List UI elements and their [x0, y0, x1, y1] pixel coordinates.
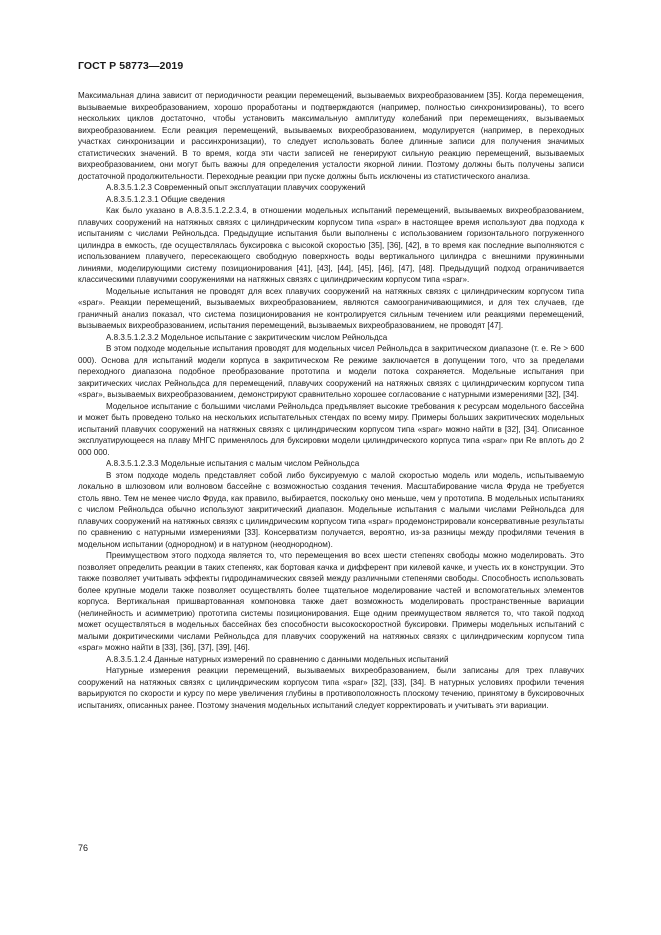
body-text	[78, 90, 584, 711]
section-heading: А.8.3.5.1.2.3 Современный опыт эксплуатации плавучих сооружений	[106, 183, 366, 192]
section-heading: А.8.3.5.1.2.4 Данные натурных измерений по сравнению с данными модельных испытаний	[106, 654, 449, 664]
paragraph: Модельное испытание с большими числами Рейнольдса предъявляет высокие требования к ресурсам модельного бассейна и может быть проведено только на нескольких испытательных стендах по всему миру. Примеры больших закритических модельных испытаний плавучих сооружений на натяжных связях с цилиндрическим корпусом типа «spar» можно найти в [32], [34]. Описанное эксплуатирующееся на плаву МНГС применялось для буксировки модели цилиндрического корпуса типа «spar» при Re вплоть до 2 000 000.	[78, 401, 584, 457]
section-heading: А.8.3.5.1.2.3.2 Модельное испытание с закритическим числом Рейнольдса	[106, 332, 388, 342]
paragraph: Модельные испытания не проводят для всех плавучих сооружений на натяжных связях с цилиндрическим корпусом типа «spar». Реакции перемещений, вызываемых вихреобразованием, являются самоограничивающимися, и для тех случаев, где граничный анализ показал, что система позиционирования не контролируется сильным течением или реакциями перемещений, вызываемых вихреобразованием, испытания перемещений, вызываемых вихреобразованием, не проводят [47].	[78, 286, 584, 330]
standard-header: ГОСТ Р 58773—2019	[78, 60, 184, 72]
paragraph: Преимуществом этого подхода является то, что перемещения во всех шести степенях свободы можно моделировать. Это позволяет определить реакции в таких степенях, как бортовая качка и дифферент при килевой качке, и учесть их в конструкции. Это также позволяет учитывать эффекты гидродинамических связей между различными степенями свободы. Способность использовать более крупные модели также позволяет осуществлять более тщательное моделирование частей и вспомогательных элементов корпуса. Вертикальная пришвартованная компоновка также дает возможность моделировать пространственные вариации (нелинейность и асимметрию) прототипа системы позиционирования. Еще одним преимуществом является то, что такой подход может осуществляться в модельных бассейнах без способности высокоскоростной буксировки. Примеры модельных испытаний с малыми докритическими числами Рейнольдса для плавучих сооружений на натяжных связях с цилиндрическим корпусом типа «spar» можно найти в [33], [36], [37], [39], [46].	[78, 551, 584, 652]
paragraph: В этом подходе модельные испытания проводят для модельных чисел Рейнольдса в закритическом диапазоне (т. е. Re > 600 000). Основа для испытаний модели корпуса в закритическом Re режиме заключается в допущении того, что за пределами переходного диапазона подобное преобразование прототипа и модели потока сохраняется. Модельные испытания при закритических числах Рейнольдса для перемещений, плавучих сооружений на натяжных связях с цилиндрическим корпусом типа «spar», вызываемых вихреобразованием, демонстрируют сравнительно хорошее согласование с натурными измерениями [32], [34].	[78, 344, 584, 399]
section-heading: А.8.3.5.1.2.3.1 Общие сведения	[106, 194, 225, 204]
paragraph: В этом подходе модель представляет собой либо буксируемую с малой скоростью модель или модель, испытываемую локально в шлюзовом или волновом бассейне с возможностью создания течения. Масштабирование числа Фруда не требуется столь явно. Тем не менее число Фруда, как правило, выбирается, поскольку оно меньше, чем у прототипа. В модельных испытаниях с числом Рейнольдса обычно используют закритический диапазон. Модельные испытания с малыми числами Рейнольдса для плавучих сооружений на натяжных связях с цилиндрическим корпусом типа «spar» продемонстрировали консервативные результаты по сравнению с натурными измерениями [33]. Консерватизм получается, вероятно, из-за разницы между профилями течения в модельном испытании (однородном) и в натурном (неоднородном).	[78, 470, 584, 549]
section-heading: А.8.3.5.1.2.3.3 Модельные испытания с малым числом Рейнольдса	[106, 459, 360, 468]
page-number: 76	[78, 843, 89, 853]
paragraph: Как было указано в А.8.3.5.1.2.2.3.4, в отношении модельных испытаний перемещений, вызываемых вихреобразованием, плавучих сооружений на натяжных связях с цилиндрическим корпусом типа «spar» в настоящее время используют два подхода к испытаниям с числами Рейнольдса. Предыдущие испытания были выполнены с использованием горизонтального погруженного цилиндра в емкость, где осуществлялась буксировка с высокой скоростью [35], [36], [42], в то время как последние выполняются с использованием плавучего, пересекающего свободную поверхность воды вертикального цилиндра с внешними пружинными линиями, моделирующими систему позиционирования [41], [43], [44], [45], [46], [47], [48]. Предыдущий подход ограничивается классическими плавучими сооружениями на натяжных связях с цилиндрическим корпусом типа «spar».	[78, 206, 584, 284]
paragraph: Максимальная длина зависит от периодичности реакции перемещений, вызываемых вихреобразованием [35]. Когда перемещения, вызываемые вихреобразованием, хорошо проработаны и подтверждаются (например, полностью синхронизированы), то всего нескольких циклов достаточно, чтобы установить максимальную амплитуду колебаний при перемещениях, вызываемых вихреобразованием. Если реакция перемещений, вызываемых вихреобразованием, модулируется (например, в переходных участках синхронизации и рассинхронизации), то следует использовать более длинные записи для получения значимых статистических значений. В то время, когда эти части записей не генерируют сильную реакцию перемещений, вызываемых вихреобразованием, они могут быть важны для определения усталости якорной линии. Поэтому должны быть получены записи достаточной продолжительности. Переходные реакции при пуске должны быть исключены из статистического анализа.	[78, 91, 584, 181]
paragraph: Натурные измерения реакции перемещений, вызываемых вихреобразованием, были записаны для трех плавучих сооружений на натяжных связях с цилиндрическим корпусом типа «spar» [32], [33], [34]. В натурных условиях профили течения варьируются по скорости и курсу по мере увеличения глубины в противоположность плоскому течению, принятому в буксировочных испытаниях, описанных ранее. Поэтому значения модельных испытаний следует корректировать и учитывать эти вариации.	[78, 666, 584, 710]
